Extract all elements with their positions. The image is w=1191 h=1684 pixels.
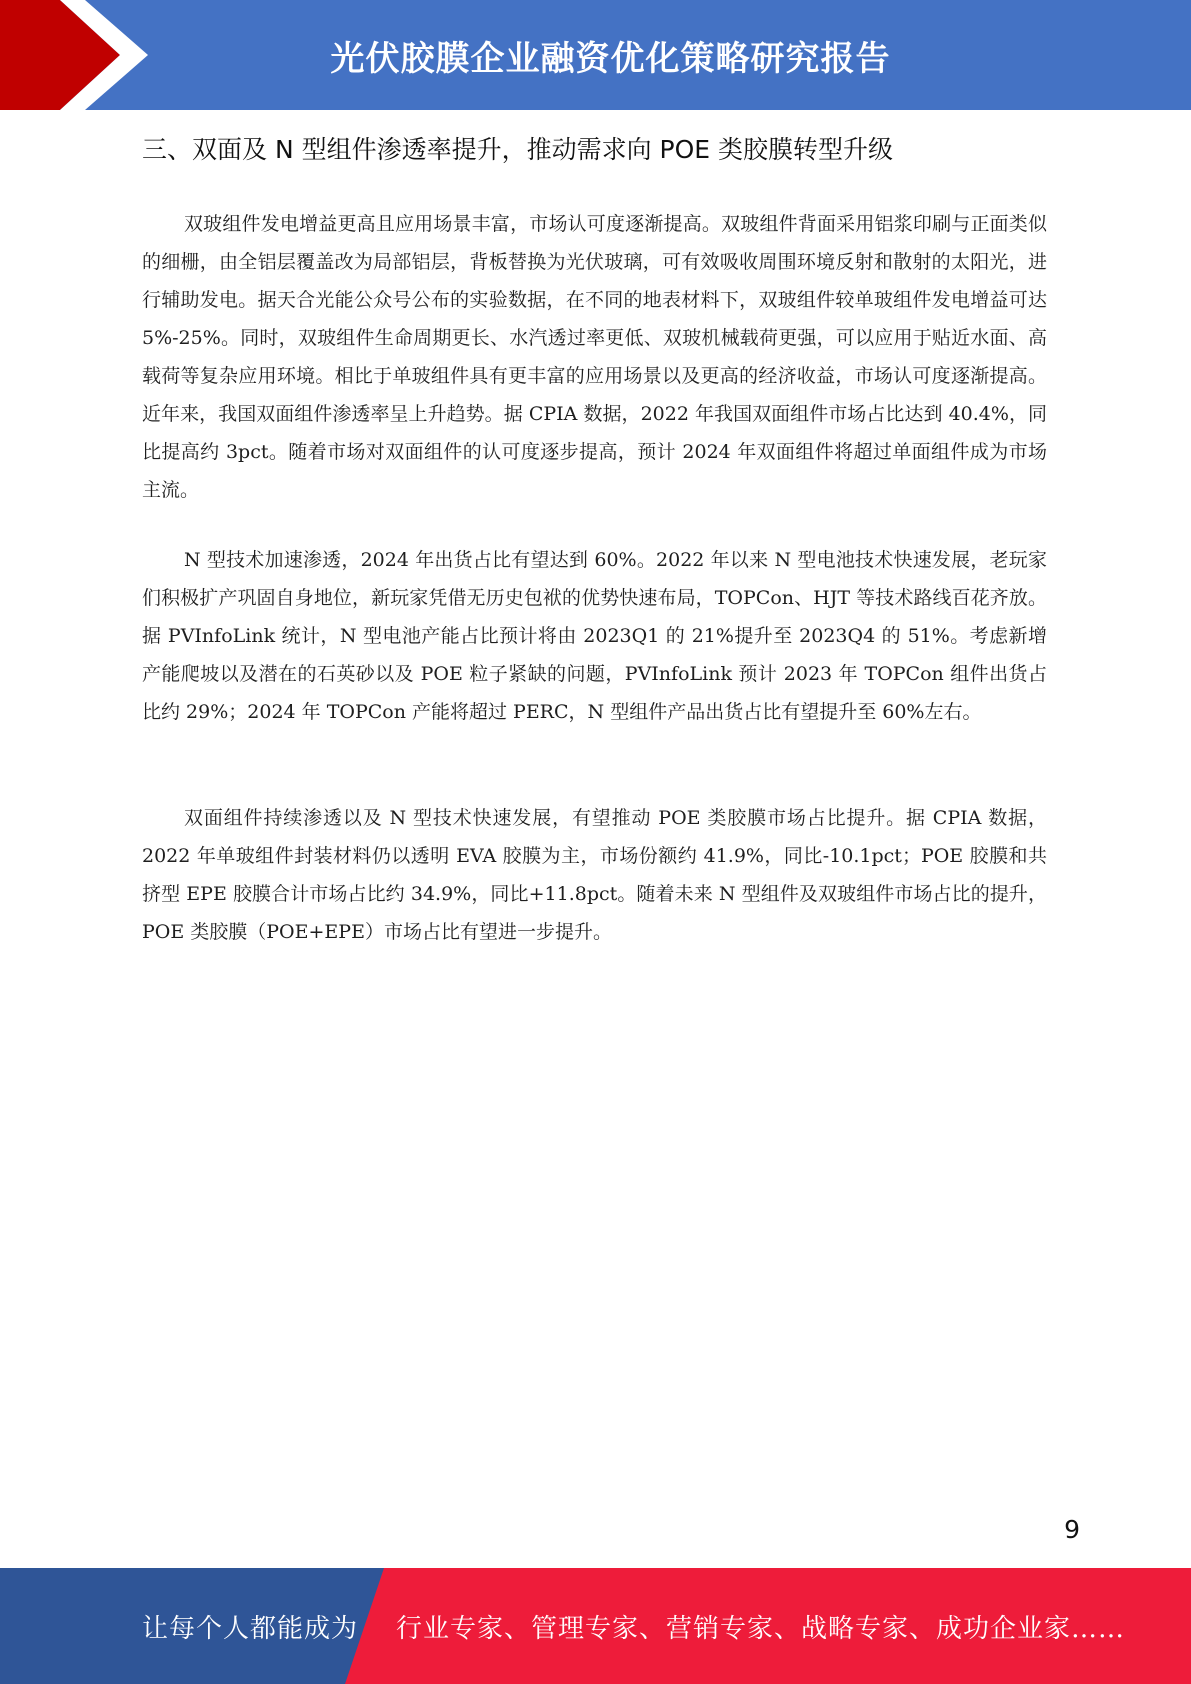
footer-slogan-right: 行业专家、管理专家、营销专家、战略专家、成功企业家…… (396, 1613, 1126, 1644)
paragraph-n-type: N 型技术加速渗透，2024 年出货占比有望达到 60%。2022 年以来 N 型电池技术快速发展，老玩家们积极扩产巩固自身地位，新玩家凭借无历史包袱的优势快速布局，TOPCon、HJT 等技术路线百花齐放。据 PVInfoLink 统计，N 型电池产能占比预计将由 2023Q1 的 21%提升至 2023Q4 的 51%。考虑新增产能爬坡以及潜在的石英砂以及 POE 粒子紧缺的问题，PVInfoLink 预计 2023 年 TOPCon 组件出货占比约 29%；2024 年 TOPCon 产能将超过 PERC，N 型组件产品出货占比有望提升至 60%左右。 (142, 549, 1047, 723)
header-arrow-graphic (0, 0, 150, 110)
header-band (0, 0, 1191, 110)
section-heading: 三、双面及 N 型组件渗透率提升，推动需求向 POE 类胶膜转型升级 (142, 135, 894, 164)
paragraph-poe: 双面组件持续渗透以及 N 型技术快速发展，有望推动 POE 类胶膜市场占比提升。据 CPIA 数据，2022 年单玻组件封装材料仍以透明 EVA 胶膜为主，市场份额约 41.9%，同比-10.1pct；POE 胶膜和共挤型 EPE 胶膜合计市场占比约 34.9%，同比+11.8pct。随着未来 N 型组件及双玻组件市场占比的提升，POE 类胶膜（POE+EPE）市场占比有望进一步提升。 (142, 807, 1047, 943)
report-title: 光伏胶膜企业融资优化策略研究报告 (330, 38, 891, 79)
paragraph-bifacial: 双玻组件发电增益更高且应用场景丰富，市场认可度逐渐提高。双玻组件背面采用铝浆印刷与正面类似的细栅，由全铝层覆盖改为局部铝层，背板替换为光伏玻璃，可有效吸收周围环境反射和散射的太阳光，进行辅助发电。据天合光能公众号公布的实验数据，在不同的地表材料下，双玻组件较单玻组件发电增益可达 5%-25%。同时，双玻组件生命周期更长、水汽透过率更低、双玻机械载荷更强，可以应用于贴近水面、高载荷等复杂应用环境。相比于单玻组件具有更丰富的应用场景以及更高的经济收益，市场认可度逐渐提高。近年来，我国双面组件渗透率呈上升趋势。据 CPIA 数据，2022 年我国双面组件市场占比达到 40.4%，同比提高约 3pct。随着市场对双面组件的认可度逐步提高，预计 2024 年双面组件将超过单面组件成为市场主流。 (142, 213, 1047, 501)
footer-slogan-left: 让每个人都能成为 (142, 1613, 359, 1644)
footer-banner (0, 1568, 1191, 1684)
page-number: 9 (1064, 1515, 1080, 1544)
